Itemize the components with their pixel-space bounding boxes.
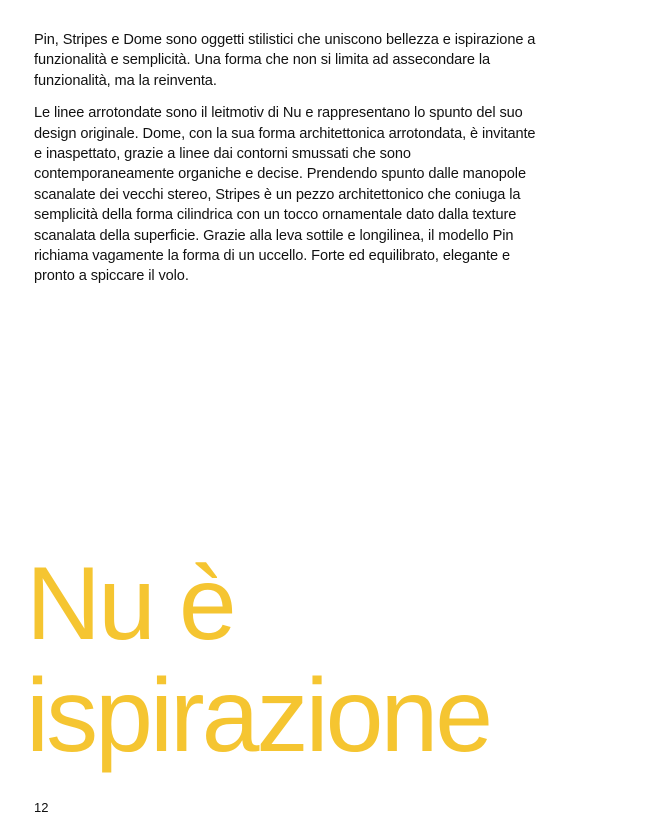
description-paragraph: Le linee arrotondate sono il leitmotiv di Nu e rappresentano lo spunto del suo design originale. Dome, con la sua forma architettonica arrotondata, è invitante e inaspettato, grazie a linee dai contorni smussati che sono contemporaneamente organiche e decise. Prendendo spunto dalle manopole scanalate dei vecchi stereo, Stripes è un pezzo architettonico che coniuga la semplicità della forma cilindrica con un tocco ornamentale dato dalla texture scanalata della superficie. Grazie alla leva sottile e longilinea, il modello Pin richiama vagamente la forma di un uccello. Forte ed equilibrato, elegante e pronto a spiccare il volo. (34, 105, 536, 285)
intro-paragraph: Pin, Stripes e Dome sono oggetti stilistici che uniscono bellezza e ispirazione a funzionalità e semplicità. Una forma che non si limita ad assecondare la funzionalità, ma la reinventa. (34, 32, 536, 89)
headline-line-2: ispirazione (26, 658, 491, 774)
body-text (34, 30, 544, 299)
page-number: 12 (34, 800, 49, 815)
headline-line-1: Nu è (26, 546, 234, 662)
headline (26, 548, 636, 772)
